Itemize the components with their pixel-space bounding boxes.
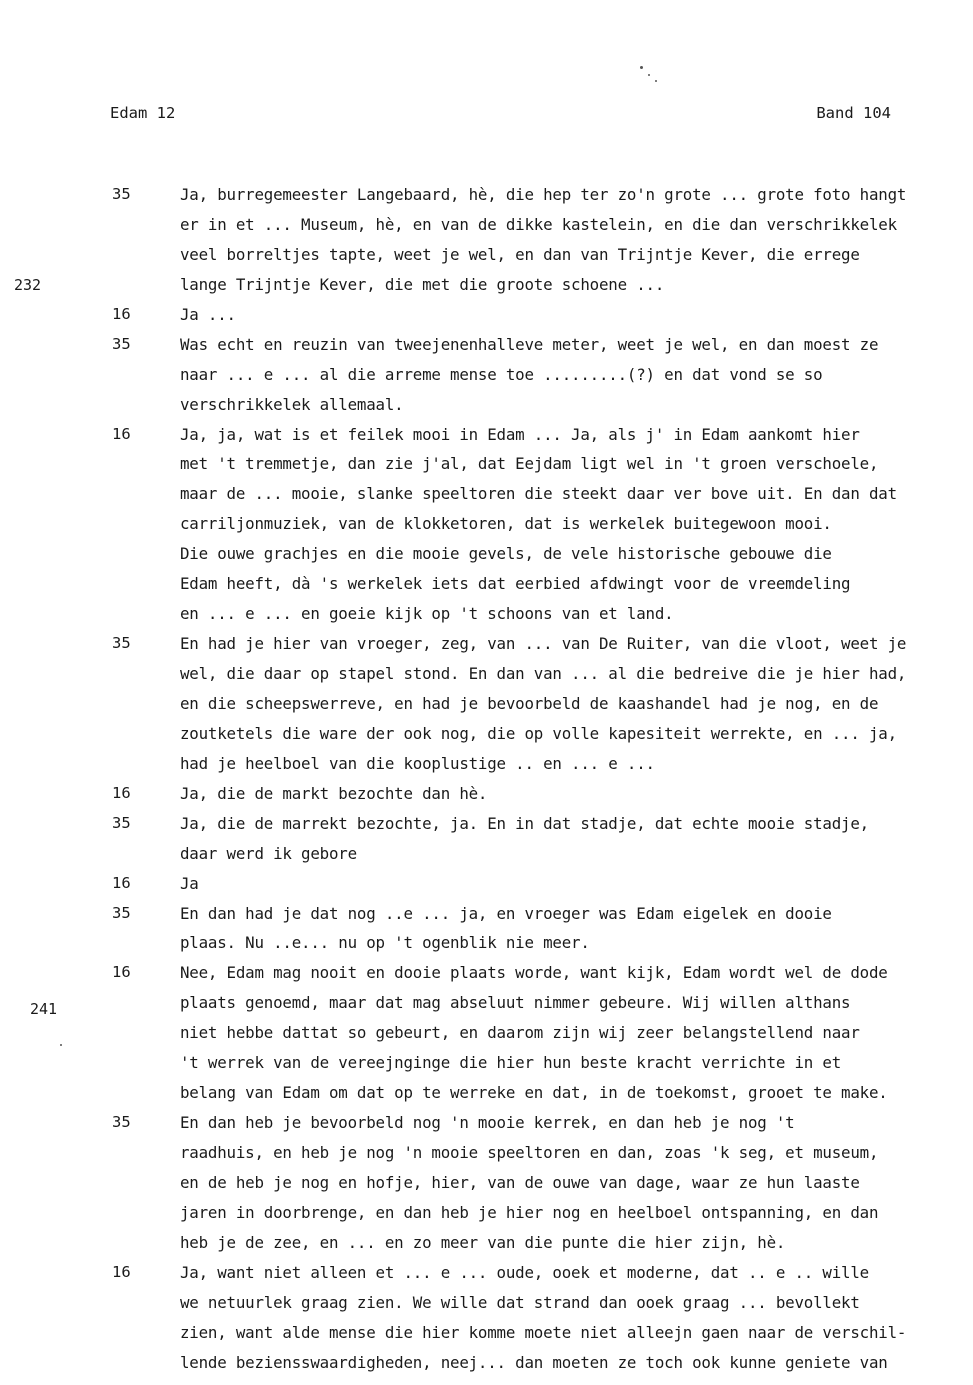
- speaker-number: 16: [112, 1262, 131, 1281]
- line-text: plaas. Nu ..e... nu op 't ogenblik nie meer.: [180, 933, 590, 953]
- line-text: Ja, die de markt bezochte dan hè.: [180, 783, 488, 803]
- transcript-line: [0, 779, 973, 809]
- transcript-line: [0, 420, 973, 450]
- line-text: belang van Edam om dat op te werreke en dat, in de toekomst, grooet te make.: [180, 1083, 888, 1103]
- transcript-line: [0, 749, 973, 779]
- transcript-line: [0, 360, 973, 390]
- line-text: met 't tremmetje, dan zie j'al, dat Eejdam ligt wel in 't groen verschoele,: [180, 454, 879, 474]
- transcript-line: [0, 300, 973, 330]
- line-text: Ja, die de marrekt bezochte, ja. En in dat stadje, dat echte mooie stadje,: [180, 813, 869, 833]
- transcript-line: [0, 509, 973, 539]
- transcript-line: [0, 180, 973, 210]
- transcript-line: [0, 1138, 973, 1168]
- line-text: Was echt en reuzin van tweejenenhalleve meter, weet je wel, en dan moest ze: [180, 334, 879, 354]
- line-text: we netuurlek graag zien. We wille dat strand dan ooek graag ... bevollekt: [180, 1292, 860, 1312]
- speaker-number: 35: [112, 334, 131, 353]
- line-text: lange Trijntje Kever, die met die groote schoene ...: [180, 274, 665, 294]
- transcript-line: [0, 1018, 973, 1048]
- transcript-line: [0, 1228, 973, 1258]
- transcript-line: [0, 210, 973, 240]
- transcript-line: [0, 1348, 973, 1378]
- line-text: daar werd ik gebore: [180, 843, 357, 863]
- transcript-line: [0, 1048, 973, 1078]
- line-text: zien, want alde mense die hier komme moete niet alleejn gaen naar de verschil-: [180, 1322, 907, 1342]
- line-text: en de heb je nog en hofje, hier, van de ouwe van dage, waar ze hun laaste: [180, 1172, 860, 1192]
- line-text: raadhuis, en heb je nog 'n mooie speeltoren en dan, zoas 'k seg, et museum,: [180, 1143, 879, 1162]
- line-text: had je heelboel van die kooplustige .. en ... e ...: [180, 753, 655, 773]
- line-text: En dan heb je bevoorbeld nog 'n mooie kerrek, en dan heb je nog 't: [180, 1113, 795, 1133]
- line-text: veel borreltjes tapte, weet je wel, en dan van Trijntje Kever, die errege: [180, 244, 860, 264]
- transcript-line: [0, 390, 973, 420]
- line-text: heb je de zee, en ... en zo meer van die punte die hier zijn, hè.: [180, 1232, 786, 1252]
- transcript-line: [0, 1198, 973, 1228]
- transcript-line: [0, 599, 973, 629]
- scan-speck: [640, 66, 643, 69]
- scan-speck: [655, 80, 657, 82]
- scan-speck: [648, 74, 650, 76]
- transcript-line: [0, 809, 973, 839]
- transcript-line: [0, 689, 973, 719]
- transcript-line: [0, 958, 973, 988]
- transcript-line: [0, 449, 973, 479]
- line-text: niet hebbe dattat so gebeurt, en daarom zijn wij zeer belangstellend naar: [180, 1023, 860, 1043]
- line-text: carriljonmuziek, van de klokketoren, dat is werkelek buitegewoon mooi.: [180, 514, 832, 534]
- speaker-number: 16: [112, 873, 131, 892]
- line-text: En dan had je dat nog ..e ... ja, en vroeger was Edam eigelek en dooie: [180, 903, 832, 923]
- transcript-line: [0, 719, 973, 749]
- transcript-line: [0, 1078, 973, 1108]
- margin-number: 241: [30, 1000, 58, 1018]
- speaker-number: 35: [112, 1113, 131, 1132]
- page-header-location: Edam 12: [110, 104, 176, 122]
- speaker-number: 16: [112, 783, 131, 802]
- transcript-line: [0, 869, 973, 899]
- transcript-line: [0, 899, 973, 929]
- speaker-number: 35: [112, 903, 131, 922]
- line-text: Ja, burregemeester Langebaard, hè, die hep ter zo'n grote ... grote foto hangt: [180, 185, 907, 204]
- transcript-line: [0, 539, 973, 569]
- line-text: en ... e ... en goeie kijk op 't schoons van et land.: [180, 604, 674, 624]
- line-text: er in et ... Museum, hè, en van de dikke kastelein, en die dan verschrikkelek: [180, 214, 897, 234]
- speaker-number: 16: [112, 304, 131, 323]
- transcript-line: [0, 270, 973, 300]
- line-text: Ja, ja, wat is et feilek mooi in Edam ... Ja, als j' in Edam aankomt hier: [180, 424, 860, 444]
- line-text: verschrikkelek allemaal.: [180, 394, 404, 414]
- line-text: zoutketels die ware der ook nog, die op volle kapesiteit werrekte, en ... ja,: [180, 723, 897, 743]
- transcript-line: [0, 1168, 973, 1198]
- line-text: wel, die daar op stapel stond. En dan van ... al die bedreive die je hier had,: [180, 664, 907, 683]
- transcript-line: [0, 569, 973, 599]
- line-text: Edam heeft, dà 's werkelek iets dat eerbied afdwingt voor de vreemdeling: [180, 574, 851, 594]
- transcript-lines: [0, 180, 973, 1378]
- line-text: Die ouwe grachjes en die mooie gevels, de vele historische gebouwe die: [180, 544, 832, 564]
- transcript-line: [0, 479, 973, 509]
- transcript-line: [0, 1288, 973, 1318]
- speaker-number: 16: [112, 424, 131, 443]
- transcript-line: [0, 240, 973, 270]
- transcript-line: [0, 1318, 973, 1348]
- speaker-number: 16: [112, 963, 131, 982]
- line-text: jaren in doorbrenge, en dan heb je hier nog en heelboel ontspanning, en dan: [180, 1202, 879, 1222]
- transcript-line: [0, 1258, 973, 1288]
- speaker-number: 35: [112, 185, 131, 203]
- speaker-number: 35: [112, 634, 131, 653]
- page-header-tape: Band 104: [816, 104, 891, 122]
- transcript-line: [0, 330, 973, 360]
- transcript-line: [0, 629, 973, 659]
- line-text: maar de ... mooie, slanke speeltoren die steekt daar ver bove uit. En dan dat: [180, 484, 897, 504]
- line-text: En had je hier van vroeger, zeg, van ... van De Ruiter, van die vloot, weet je: [180, 634, 907, 654]
- line-text: Ja, want niet alleen et ... e ... oude, ooek et moderne, dat .. e .. wille: [180, 1262, 869, 1282]
- transcript-line: [0, 1108, 973, 1138]
- line-text: naar ... e ... al die arreme mense toe .........(?) en dat vond se so: [180, 364, 823, 384]
- line-text: en die scheepswerreve, en had je bevoorbeld de kaashandel had je nog, en de: [180, 693, 879, 713]
- speaker-number: 35: [112, 813, 131, 832]
- transcript-line: [0, 928, 973, 958]
- line-text: plaats genoemd, maar dat mag abseluut nimmer gebeure. Wij willen althans: [180, 993, 851, 1013]
- transcript-line: [0, 988, 973, 1018]
- margin-number: 232: [14, 276, 42, 294]
- line-text: Ja ...: [180, 304, 236, 324]
- line-text: 't werrek van de vereejnginge die hier hun beste kracht verrichte in et: [180, 1053, 842, 1073]
- line-text: Nee, Edam mag nooit en dooie plaats worde, want kijk, Edam wordt wel de dode: [180, 963, 888, 983]
- transcript-line: [0, 659, 973, 689]
- line-text: Ja: [180, 873, 199, 893]
- line-text: lende beziensswaardigheden, neej... dan moeten ze toch ook kunne geniete van: [180, 1352, 888, 1372]
- transcript-line: [0, 839, 973, 869]
